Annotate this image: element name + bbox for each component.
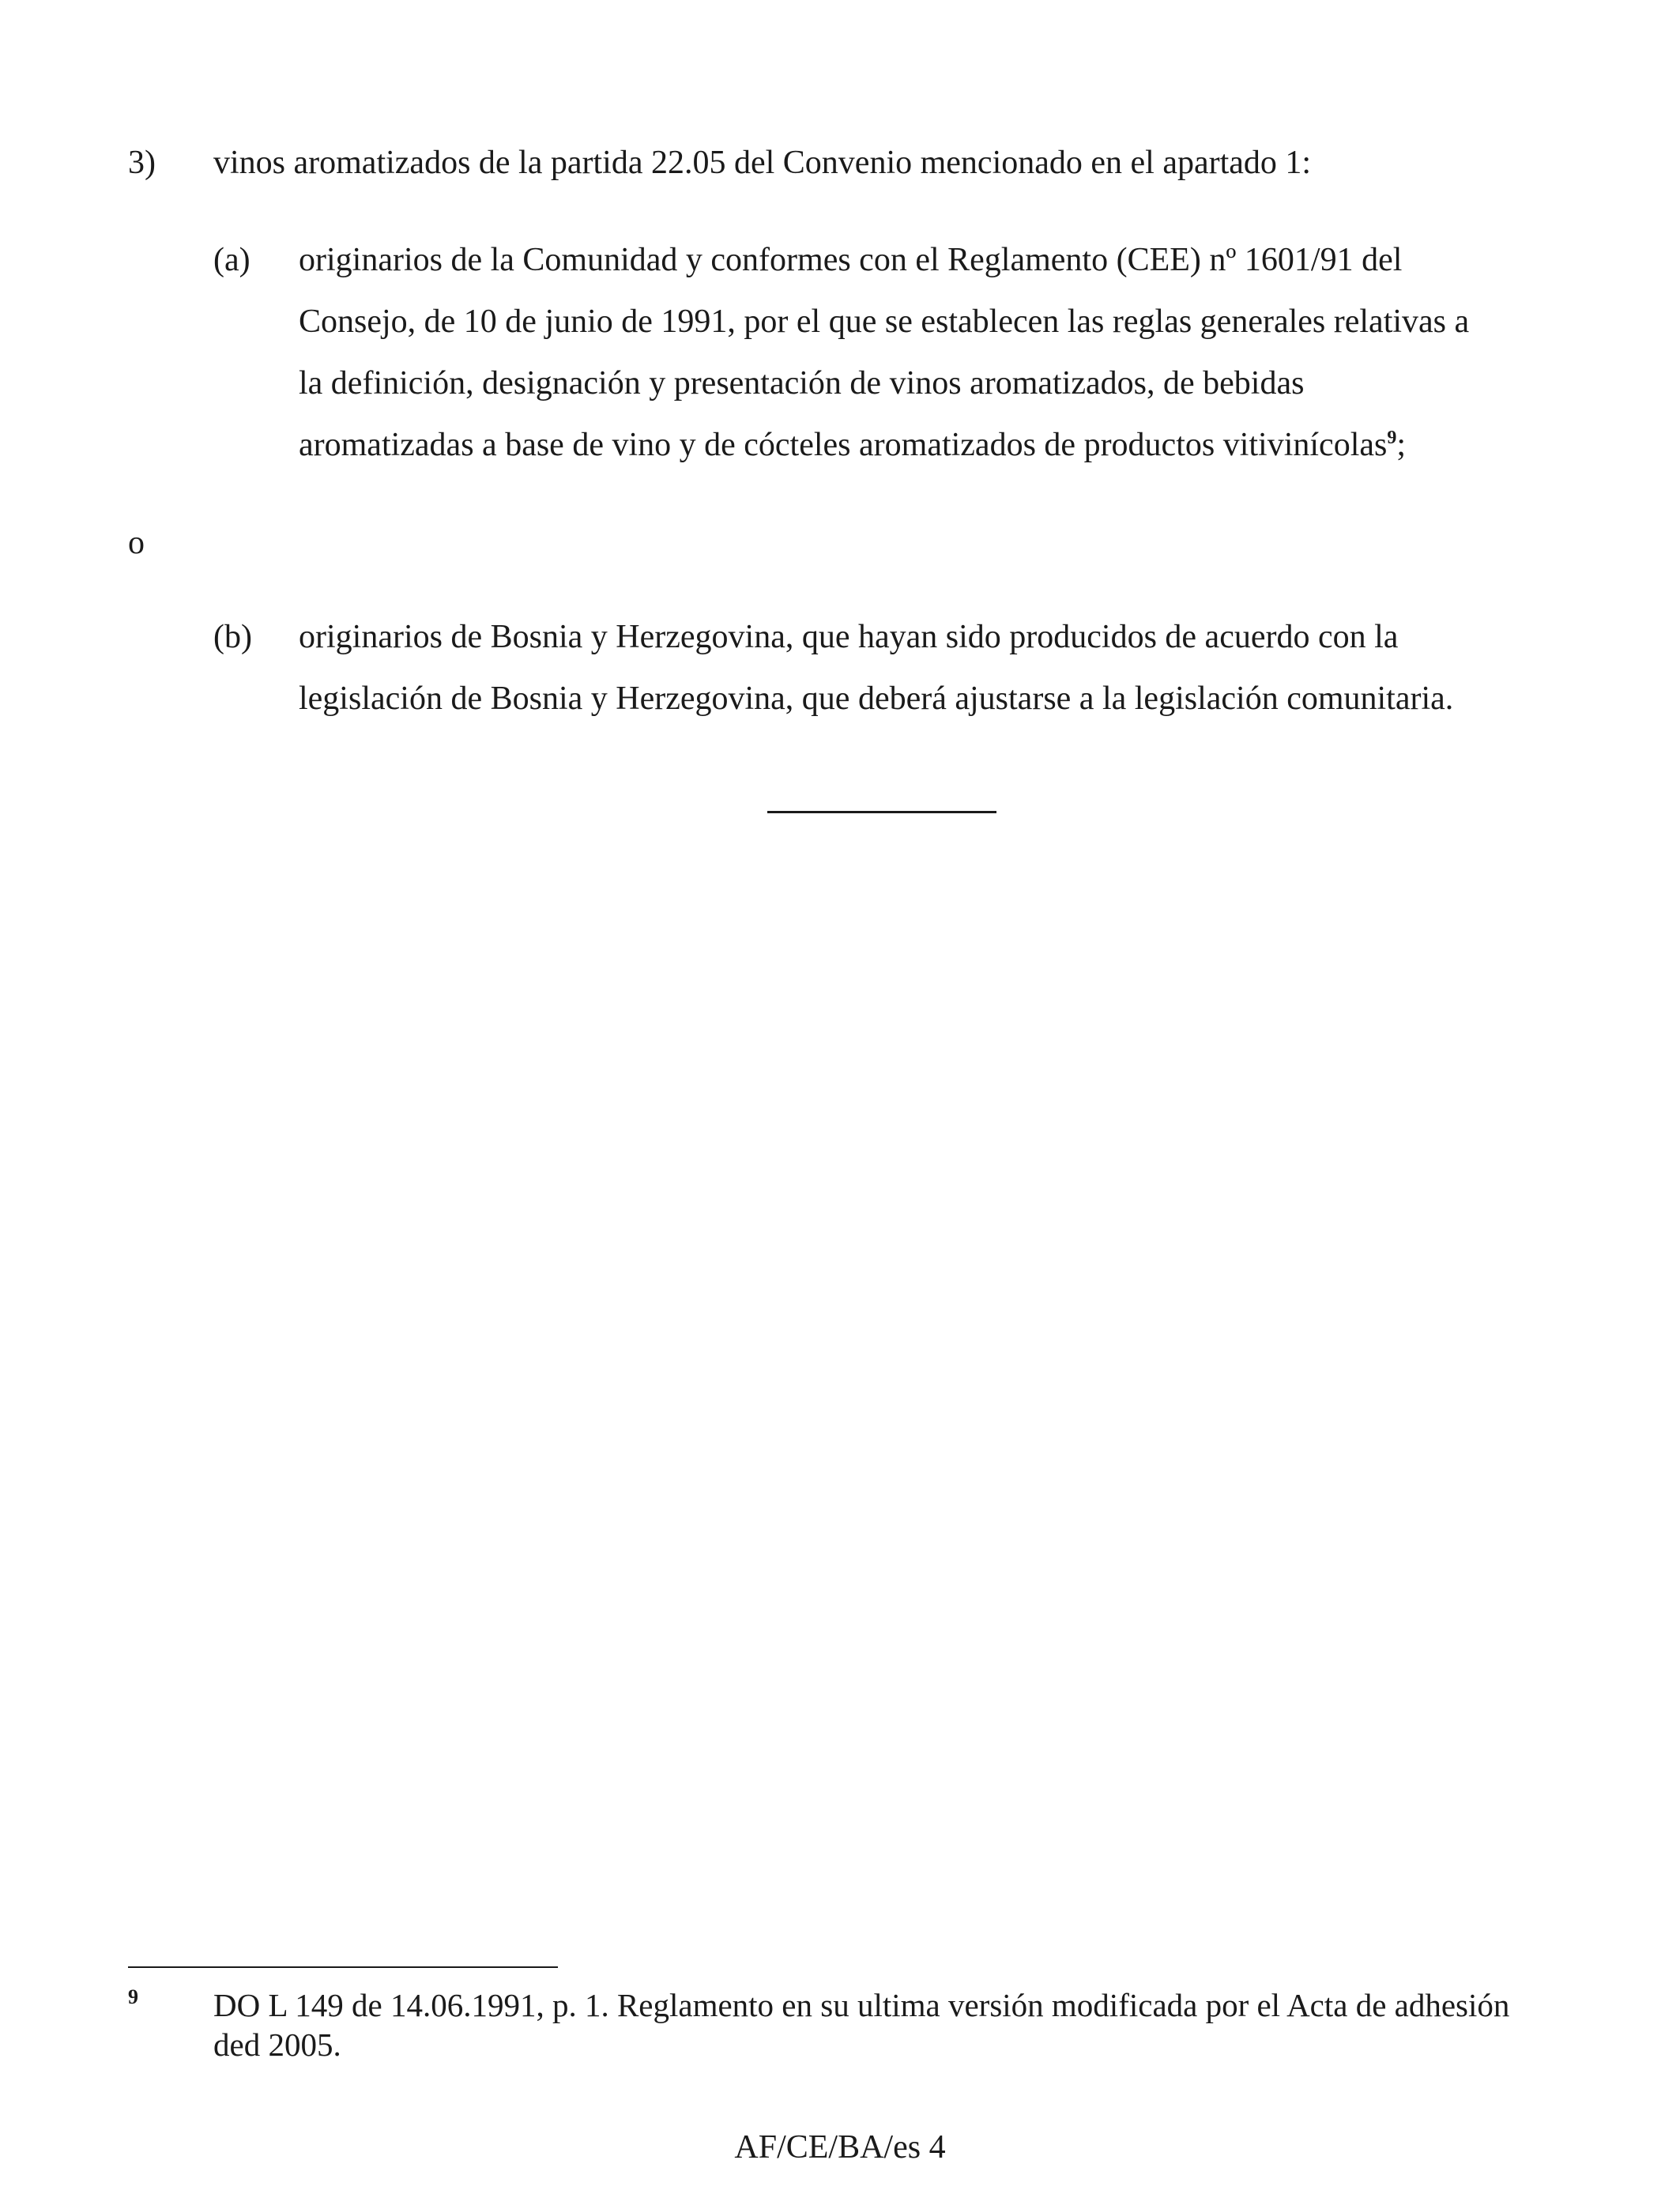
connector-text: o	[128, 525, 145, 561]
subitem-b-line-1: originarios de Bosnia y Herzegovina, que hayan sido producidos de acuerdo con la	[299, 619, 1399, 655]
subitem-a-line-2: Consejo, de 10 de junio de 1991, por el que se establecen las reglas generales relativas a	[299, 303, 1470, 340]
item-number: 3)	[128, 145, 156, 181]
subitem-a-line-3: la definición, designación y presentación de vinos aromatizados, de bebidas	[299, 365, 1305, 401]
footnote-reference[interactable]: 9	[1387, 428, 1397, 448]
subitem-label-b: (b)	[213, 619, 252, 655]
subitem-b-line-2: legislación de Bosnia y Herzegovina, que deberá ajustarse a la legislación comunitaria.	[299, 680, 1454, 717]
page-identifier: AF/CE/BA/es 4	[734, 2129, 946, 2166]
footnote-text: DO L 149 de 14.06.1991, p. 1. Reglamento en su ultima versión modificada por el Acta de adhesión ded 2005.	[213, 1987, 1510, 2063]
subitem-a-end-punct: ;	[1396, 427, 1407, 463]
subitem-text-a	[299, 229, 1469, 476]
subitem-text-b	[299, 606, 1453, 729]
footnote-separator	[128, 1966, 558, 1968]
subitem-a-line-4-text: aromatizadas a base de vino y de cócteles aromatizados de productos vitivinícolas	[299, 427, 1388, 463]
section-end-rule	[767, 811, 996, 813]
subitem-a-line-1: originarios de la Comunidad y conformes con el Reglamento (CEE) nº 1601/91 del	[299, 242, 1403, 278]
item-text-line: vinos aromatizados de la partida 22.05 del Convenio mencionado en el apartado 1:	[213, 145, 1312, 181]
item-text	[213, 132, 1311, 194]
footnote-mark: 9	[128, 1985, 138, 2008]
subitem-a-line-4	[299, 414, 1469, 476]
subitem-label-a: (a)	[213, 242, 250, 278]
